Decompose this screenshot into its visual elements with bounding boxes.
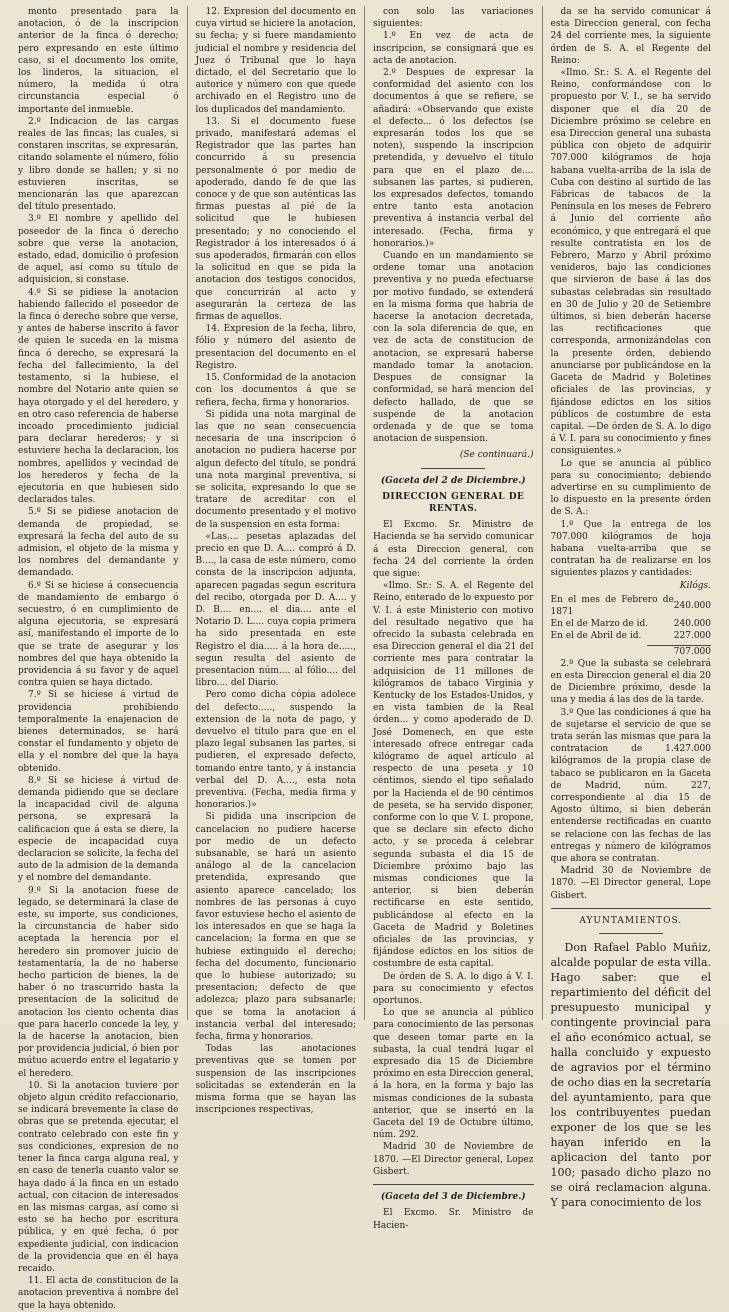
paragraph: Lo que se anuncia al público para su conocimiento; debiendo advertirse en su cumplimiento de lo dispuesto en la presente órden de S. A.: [550, 458, 711, 518]
paragraph: «Ilmo. Sr.: S. A. el Regente del Reino, enterado de lo expuesto por V. I. á este Ministerio con motivo del resultado negativo que ha ofrecido la subasta celebrada en esa Direccion general el dia 21 del corriente mes para contratar la adquisicion de 11 millones de kilógramos de tabaco Virginia y Kentucky de los Estados-Unidos, y en vista tambien de la Real órden... y como apoderado de D. José Domenech, en que este interesado ofrece entregar cada kilógramo de aquel artículo al respecto de una peseta y 10 céntimos, siendo el tipo señalado por la Hacienda el de 90 céntimos de peseta, se ha servido disponer, conforme con lo que V. I. propone, que se declare sin efecto dicho acto, y se proceda á celebrar segunda subasta el dia 15 de Diciembre próximo bajo las mismas condiciones que la anterior, si bien deberán rectificarse en este sentido, publicándose al efecto en la Gaceta de Madrid y Boletines oficiales de las provincias, y fijándose edictos en los sitios de costumbre de esta capital. [373, 581, 534, 970]
paragraph: 3.º El nombre y apellido del poseedor de la finca ó derecho sobre que verse la anotacion, estado, edad, domicilio ó profesion de aquel, así como su título de adquisicion, si constase. [18, 214, 179, 286]
paragraph: 15. Conformidad de la anotacion con los documentos á que se refiera, fecha, firma y honorarios. [195, 373, 356, 408]
columns [10, 6, 719, 1311]
paragraph: El Excmo. Sr. Ministro de Hacien- [373, 1208, 534, 1231]
divider [421, 468, 485, 469]
paragraph: «Ilmo. Sr.: S. A. el Regente del Reino, conformándose con lo propuesto por V. I., se ha servido disponer que el dia 20 de Diciembre próximo se celebre en esa Direccion general una subasta pública con objeto de adquirir 707.000 kilógramos de hoja habana vuelta-arriba de la isla de Cuba con destino al surtido de las Fábricas de tabacos de la Península en los meses de Febrero á Junio del corriente año económico, y que entregará el que resulte contratista en los de Febrero, Marzo y Abril próximo venideros, bajo las condiciones que sirvieron de base á las dos subastas celebradas sin resultado en 30 de Julio y 20 de Setiembre últimos, si bien deberán hacerse las rectificaciones que corresponda, armonizándolas con la presente órden, debiendo anunciarse por publicándose en la Gaceta de Madrid y Boletines oficiales de las provincias, y fijándose edictos en los sitios públicos de costumbre de esta capital. —De órden de S. A. lo digo á V. I. para su conocimiento y fines consiguientes.» [550, 68, 711, 457]
kilos-value: 240.000 [673, 600, 711, 611]
paragraph: 2.º Indicacion de las cargas reales de las fincas; las cuales, si constaren inscritas, se expresarán, citando solamente el número, fólio y libro donde se hallen; y si no estuvieren inscritas, se mencionarán las que aparezcan del título presentado. [18, 116, 179, 213]
kilos-total: 707.000 [647, 645, 711, 658]
gaceta-date: (Gaceta del 2 de Diciembre.) [380, 475, 526, 486]
paragraph: 8.º Si se hiciese á virtud de demanda pidiendo que se declare la incapacidad civil de alguna persona, se expresará la calificacion que á esta se diere, la especie de incapacidad cuya declaracion se solicite, la fecha del auto de la admision de la demanda y el nombre del demandante. [18, 775, 179, 884]
paragraph: Lo que se anuncia al público para conocimiento de las personas que deseen tomar parte en la subasta, la cual tendrá lugar el expresado dia 15 de Diciembre próximo en esta Direccion general, á la hora, en la forma y bajo las mismas condiciones de la subasta anterior, que se insertó en la Gaceta del 19 de Octubre último, núm. 292. [373, 1008, 534, 1141]
paragraph: 14. Expresion de la fecha, libro, fólio y número del asiento de presentacion del documento en el Registro. [195, 324, 356, 371]
gaceta-date-2: (Gaceta del 3 de Diciembre.) [380, 1192, 526, 1203]
kilos-label: En el de Marzo de id. [550, 619, 649, 630]
kilos-label: En el de Abril de id. [550, 631, 642, 642]
paragraph: 7.º Si se hiciese á virtud de providencia prohibiendo temporalmente la enajenacion de bienes determinados, se hará constar el fundamento y objeto de ella y el nombre del que la haya obtenido. [18, 690, 179, 774]
kilos-row [551, 630, 712, 642]
column-3 [365, 6, 543, 1231]
paragraph: 2.º Que la subasta se celebrará en esta Direccion general el dia 20 de Diciembre próximo, desde la una y media á las dos de la tarde. [550, 658, 711, 706]
paragraph: 9.º Si la anotacion fuese de legado, se determinará la clase de este, su importe, sus condiciones, la circunstancia de haber sido aceptada la herencia por el heredero sin promover juicio de testamentaría, la de no haberse hecho particion de bienes, la de haber ó no trascurrido hasta la presentacion de la solicitud de anotacion los ciento ochenta dias que para hacerlo concede la ley, y la de hacerse la anotacion, bien por providencia judicial, ó bien por mútuo acuerdo entre el legatario y el heredero. [18, 885, 179, 1079]
paragraph: Todas las anotaciones preventivas que se tomen por suspension de las inscripciones solicitadas se extenderán en la misma forma que se hayan las inscripciones respectivas, [195, 1044, 356, 1116]
paragraph: Si pidida una nota marginal de las que no sean consecuencia necesaria de una inscripcion ó anotacion no pudiera hacerse por algun defecto del título, se pondrá una nota marginal preventiva, si se solicita, expresando lo que se tratare de acreditar con el documento presentado y el motivo de la suspension en esta forma: [195, 409, 356, 530]
paragraph: 5.º Si se pidiese anotacion de demanda de propiedad, se expresará la fecha del auto de su admision, el objeto de la misma y los nombres del demandante y demandado. [18, 507, 179, 579]
paragraph: Madrid 30 de Noviembre de 1870. —El Director general, Lope Gisbert. [550, 866, 711, 901]
paragraph: 10. Si la anotacion tuviere por objeto algun crédito refaccionario, se indicará brevemente la clase de obras que se pretenda ejecutar, el contrato celebrado con este fin y sus condiciones, expresion de no tener la finca carga alguna real, y en caso de tenerla cuanto valor se haya dado á la finca en un estado actual, con citacion de interesados en las mismas cargas, así como si esto se ha hecho por escritura pública, y en qué fecha, ó por expediente judicial, con indicacion de la providencia que en él haya recaido. [18, 1080, 179, 1274]
section-headline: DIRECCION GENERAL DE RENTAS. [382, 491, 525, 514]
paragraph: Pero como dicha cópia adolece del defecto....., suspendo la extension de la nota de pago, y devuelvo el título para que en el plazo legal subsanen las partes, si pudieren, el expresado defecto, tomando entre tanto, y á instancia verbal del D. A...., esta nota preventiva. (Fecha, media firma y honorarios.)» [195, 690, 356, 811]
column-4 [543, 6, 720, 1210]
paragraph: monto presentado para la anotacion, ó de la inscripcion anterior de la finca ó derecho; pero expresando en este último caso, si el documento los omite, los linderos, la situacion, el número, la medida ú otra circunstancia especial ó importante del inmueble. [18, 7, 179, 115]
paragraph: 1.º Que la entrega de los 707.000 kilógramos de hoja habana vuelta-arriba que se contratan ha de realizarse en los siguientes plazos y cantidades: [550, 519, 711, 579]
paragraph: 3.º Que las condiciones á que ha de sujetarse el servicio de que se trata serán las mismas que para la contratacion de 1.427.000 kilógramos de la propia clase de tabaco se publicaron en la Gaceta de Madrid, núm. 227, correspondiente al dia 15 de Agosto último, si bien deberán entenderse rectificadas en cuanto se relacione con las fechas de las entregas y número de kilógramos que ahora se contratan. [550, 707, 711, 865]
paragraph: 13. Si el documento fuese privado, manifestará ademas el Registrador que las partes han concurrido á su presencia personalmente ó por medio de apoderado, dando fe de que las conoce y de que son auténticas las firmas puestas al pié de la solicitud que le hubiesen presentado; y no conociendo el Registrador á los interesados ó á sus apoderados, firmarán con ellos la solicitud en que se pida la anotacion dos testigos conocidos, que concurrirán al acto y asegurarán la certeza de las firmas de aquellos. [195, 116, 356, 323]
kilos-value: 227.000 [673, 631, 711, 642]
paragraph: De órden de S. A. lo digo á V. I. para su conocimiento y efectos oportunos. [373, 971, 534, 1007]
paragraph: Madrid 30 de Noviembre de 1870. —El Director general, Lopez Gisbert. [373, 1142, 534, 1177]
paragraph: 6.º Si se hiciese á consecuencia de mandamiento de embargo ó secuestro, ó en cumplimiento de alguna ejecutoria, se expresará así, manifestando el importe de lo que se trate de asegurar y los nombres del que haya obtenido la providencia á su favor y de aquel contra quien se haya dictado. [18, 580, 179, 689]
paragraph: El Excmo. Sr. Ministro de Hacienda se ha servido comunicar á esta Direccion general, con fecha 24 del corriente la órden que sigue: [373, 520, 534, 579]
kilos-value: 240.000 [673, 619, 711, 630]
ayuntamientos-heading: AYUNTAMIENTOS. [579, 915, 683, 926]
kilos-header: Kilógs. [679, 580, 711, 591]
paragraph: 4.º Si se pidiese la anotacion habiendo fallecido el poseedor de la finca ó derecho sobre que verse, y antes de haberse inscrito á favor de quien le suceda en la misma finca ó derecho, se expresará la fecha del fallecimiento, la del testamento, si la hubiese, el nombre del Notario ante quien se haya otorgado y el del heredero, y en otro caso referencia de haberse incoado procedimiento judicial para declarar herederos; y si estuviere hecha la declaracion, los nombres, apellidos y vecindad de los herederos y fecha de la ejecutoria en que hubiesen sido declarados tales. [18, 287, 179, 506]
kilos-label: En el mes de Febrero de 1871 [550, 594, 674, 617]
paragraph: 1.º En vez de acta de inscripcion, se consignará que es acta de anotacion. [373, 31, 534, 66]
kilos-row [551, 594, 712, 618]
kilos-table [551, 594, 712, 643]
continuara-note: (Se continuará.) [459, 450, 534, 461]
paragraph: «Las.... pesetas aplazadas del precio en que D. A.... compró á D. B...., la casa de este número, como consta de la inscripcion adjunta, aparecen pagadas segun escritura del recibo, otorgada por D. A.... y D. B.... en.... el dia.... ante el Notario D. L.... cuya copia primera ha sido presentada en este Registro el dia..... á la hora de....., segun resulta del asiento de presentacion núm.... al fólio.... del libro.... del Diario. [195, 531, 356, 689]
column-2 [188, 6, 366, 1116]
paragraph: 12. Expresion del documento en cuya virtud se hiciere la anotacion, su fecha; y si fuere mandamiento judicial el nombre y residencia del Juez ó Tribunal que lo haya dictado, el del Secretario que lo autorice y número con que quede archivado en el Registro uno de los duplicados del mandamiento. [195, 7, 356, 115]
paragraph: da se ha servido comunicar á esta Direccion general, con fecha 24 del corriente mes, la siguiente órden de S. A. el Regente del Reino: [550, 7, 711, 66]
column-1 [10, 6, 188, 1311]
paragraph: Cuando en un mandamiento se ordene tomar una anotacion preventiva y no pueda efectuarse por motivo fundado, se extenderá en la misma forma que habria de hacerse la anotacion decretada, con la sola diferencia de que, en vez de acta de constitucion de anotacion, se expresará haberse mandado tomar la anotacion. Despues de consignar la conformidad, se hará mencion del defecto hallado, de que se suspende de la anotacion ordenada y de que se toma anotacion de suspension. [373, 251, 534, 445]
kilos-row [551, 618, 712, 630]
paragraph: 11. El acta de constitucion de la anotacion preventiva á nombre del que la haya obtenido. [18, 1276, 179, 1311]
paragraph: con solo las variaciones siguientes: [373, 7, 534, 30]
paragraph: 2.º Despues de expresar la conformidad del asiento con los documentos á que se refiere, se añadirá: «Observando que existe el defecto... ó los defectos (se expresarán todos los que se noten), suspendo la inscripcion pretendida, y devuelvo el título para que en el plazo de.... subsanen las partes, si pudieren, los expresados defectos, tomando entre tanto esta anotacion preventiva á instancia verbal del interesado. (Fecha, firma y honorarios.)» [373, 68, 534, 249]
divider [373, 1184, 534, 1185]
divider [599, 933, 663, 934]
paragraph: Si pidida una inscripcion de cancelacion no pudiere hacerse por medio de un defecto subsanable, se hará un asiento análogo al de la cancelacion pretendida, expresando que asiento aparece cancelado; los nombres de las personas á cuyo favor estuviese hecho el asiento de los interesados en que se haga la cancelacion; la forma en que se hubiese extinguido el derecho; fecha del documento, funcionario que lo hubiese autorizado; su presentacion; defecto de que adolezca; plazo para subsanarle; que se toma la anotacion á instancia verbal del interesado; fecha, firma y honorarios. [195, 812, 356, 1043]
divider [551, 908, 712, 909]
paragraph: Don Rafael Pablo Muñiz, alcalde popular de esta villa. Hago saber: que el repartimiento del déficit del presupuesto municipal y contingente provincial para el año económico actual, se halla concluido y expuesto de agravios por el término de ocho dias en la secretaría del ayuntamiento, para que los contribuyentes puedan exponer de los que se les hayan inferido en la aplicacion del tanto por 100; pasado dicho plazo no se oirá reclamacion alguna. Y para conocimiento de los [550, 941, 711, 1210]
